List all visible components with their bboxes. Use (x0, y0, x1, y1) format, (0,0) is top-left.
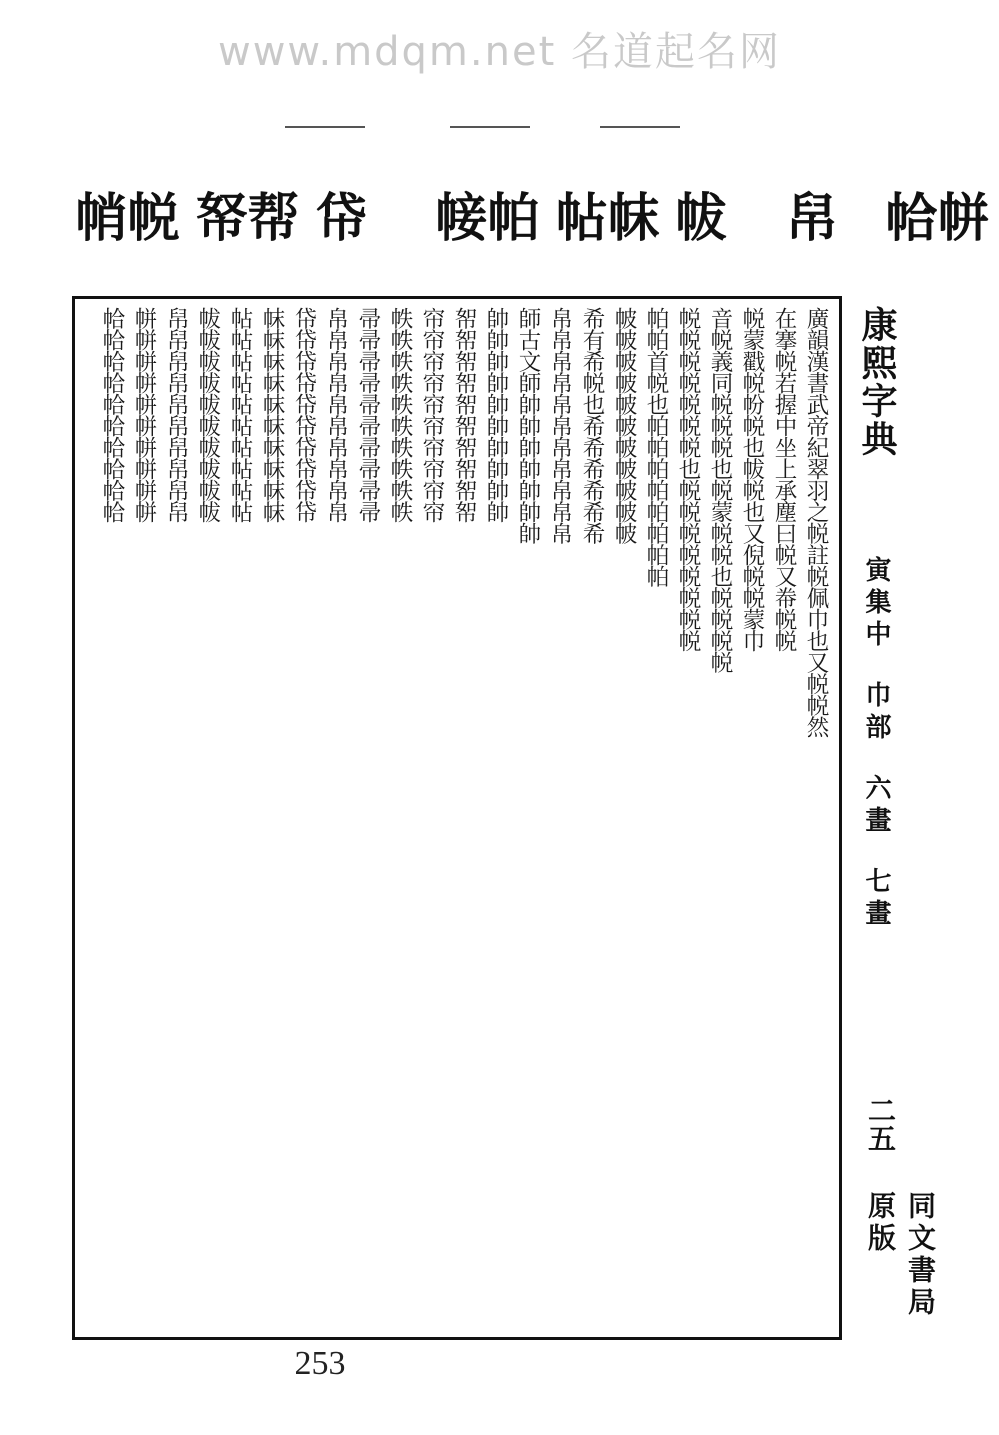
page-number: 253 (294, 1345, 346, 1382)
seal-glyph: 帗 (666, 190, 727, 238)
text-column: 帤帤帤帤帤帤帤帤帤帤 (451, 307, 477, 522)
text-column: 帨帨帨帨帨帨帨也帨帨帨帨帨帨帨帨 (675, 307, 701, 651)
seal-glyph: 帠 (776, 190, 837, 238)
section-label: 寅集中 巾部 六畫 七畫 (861, 556, 891, 932)
text-column: 師古文師帥帥帥帥帥帥帥 (515, 307, 541, 544)
text-column: 希有希帨也希希希希希希 (579, 307, 605, 544)
text-column: 帛帛帛帛帛帛帛帛帛帛 (323, 307, 349, 522)
seal-glyph: 帡帢 (876, 190, 989, 238)
text-column: 帓帓帓帓帓帓帓帓帓帓 (259, 307, 285, 522)
top-rule (600, 126, 680, 128)
seal-glyph: 帒 (306, 190, 367, 238)
seal-glyph: 帮帑 (186, 190, 299, 238)
text-columns (83, 307, 831, 1329)
text-column: 帔帔帔帔帔帔帔帔帔帔帔 (611, 307, 637, 544)
text-column: 帚帚帚帚帚帚帚帚帚帚 (355, 307, 381, 522)
seal-glyph: 帨帩 (66, 190, 179, 238)
text-column: 帠帠帠帠帠帠帠帠帠帠 (163, 307, 189, 522)
top-rule (450, 126, 530, 128)
seal-glyph: 帓帖 (546, 190, 659, 238)
text-column: 帨蒙戳帨帉帨也帗帨也又倪帨帨蒙巾 (739, 307, 765, 651)
text-column: 帙帙帙帙帙帙帙帙帙帙 (387, 307, 413, 522)
side-margin (846, 296, 937, 1340)
text-column: 在搴帨若握中坐上承塵曰帨又帣帨帨 (771, 307, 797, 651)
text-column: 帛帛帛帛帛帛帛帛帛帛帛 (547, 307, 573, 544)
publisher-label: 同文書局原版 (864, 1191, 937, 1319)
text-column: 帥帥帥帥帥帥帥帥帥帥 (483, 307, 509, 522)
chinese-page-number: 二五 (864, 1096, 897, 1152)
seal-script-row (60, 160, 989, 270)
watermark: www.mdqm.net 名道起名网 (218, 29, 781, 75)
text-column: 帗帗帗帗帗帗帗帗帗帗 (195, 307, 221, 522)
text-column: 廣韻漢書武帝紀翠羽之帨註帨佩巾也又帨帨然 (803, 307, 829, 737)
dictionary-text-frame (72, 296, 842, 1340)
top-rule (285, 126, 365, 128)
book-title: 康熙字典 (856, 306, 898, 458)
seal-glyph: 帕帹 (426, 190, 539, 238)
text-column: 帡帡帡帡帡帡帡帡帡帡 (131, 307, 157, 522)
text-column: 帒帒帒帒帒帒帒帒帒帒 (291, 307, 317, 522)
text-column: 帢帢帢帢帢帢帢帢帢帢 (99, 307, 125, 522)
text-column: 帕帕首帨也帕帕帕帕帕帕帕帕 (643, 307, 669, 587)
text-column: 帘帘帘帘帘帘帘帘帘帘 (419, 307, 445, 522)
text-column: 音帨義同帨帨帨也帨蒙帨帨也帨帨帨帨 (707, 307, 733, 673)
text-column: 帖帖帖帖帖帖帖帖帖帖 (227, 307, 253, 522)
